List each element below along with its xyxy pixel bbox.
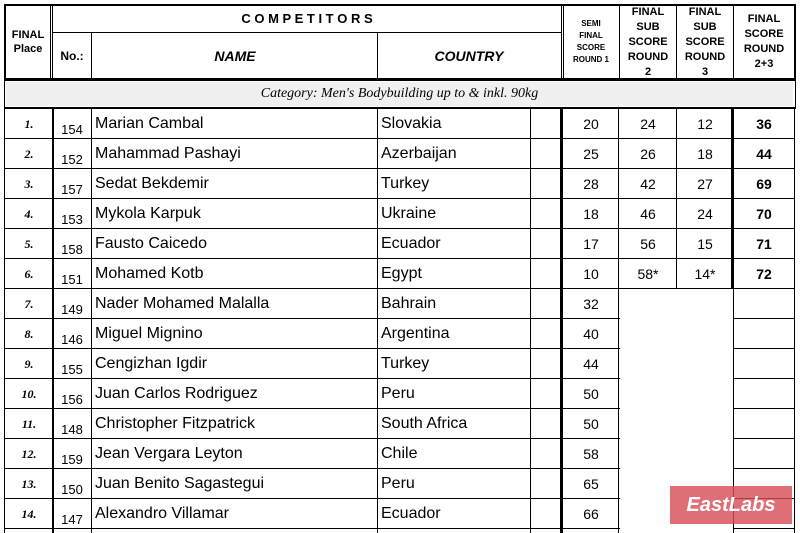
grid-line <box>4 498 560 499</box>
grid-line <box>563 288 620 289</box>
number-header: No.: <box>60 49 84 63</box>
round3-score-cell <box>677 439 733 469</box>
grid-line <box>377 109 378 533</box>
name-cell: Miguel Mignino <box>95 325 203 342</box>
grid-line <box>794 109 795 533</box>
number-cell: 150 <box>61 482 83 497</box>
round2-score-cell <box>620 469 676 499</box>
final-score-cell <box>735 439 793 469</box>
name-cell: Nader Mohamed Malalla <box>95 295 270 312</box>
final-place-header: FINAL Place <box>11 29 45 55</box>
grid-line <box>50 4 51 80</box>
final-score-cell <box>735 319 793 349</box>
country-cell: Turkey <box>381 175 430 192</box>
grid-line <box>563 168 620 169</box>
final-score-cell <box>735 379 793 409</box>
grid-line <box>733 318 795 319</box>
country-cell: Slovakia <box>381 115 442 132</box>
grid-line <box>733 468 795 469</box>
number-cell: 159 <box>61 452 83 467</box>
grid-line <box>619 4 620 80</box>
country-cell: Egypt <box>381 265 422 282</box>
round2-score-cell: 56 <box>640 236 656 252</box>
final-score-cell: 72 <box>756 266 772 282</box>
grid-line <box>91 32 92 80</box>
grid-line <box>4 109 5 533</box>
grid-line <box>560 109 563 533</box>
grid-line <box>4 378 560 379</box>
number-cell: 149 <box>61 302 83 317</box>
number-cell: 158 <box>61 242 83 257</box>
country-cell: Bahrain <box>381 295 437 312</box>
grid-line <box>733 378 795 379</box>
name-cell: Mahammad Pashayi <box>95 145 241 162</box>
round3-score-cell: 12 <box>697 116 713 132</box>
grid-line <box>733 408 795 409</box>
place-cell: 1. <box>24 116 34 131</box>
number-cell: 148 <box>61 422 83 437</box>
round3-score-cell <box>677 379 733 409</box>
grid-line <box>794 4 796 80</box>
number-cell: 154 <box>61 122 83 137</box>
round3-score-cell: 27 <box>697 176 713 192</box>
place-cell: 7. <box>24 296 34 311</box>
watermark-text: EastLabs <box>686 493 776 516</box>
round3-score-cell <box>677 409 733 439</box>
grid-line <box>676 4 677 80</box>
grid-line <box>620 168 733 169</box>
grid-line <box>731 109 734 289</box>
grid-line <box>4 408 560 409</box>
place-cell: 4. <box>24 206 34 221</box>
round2-sub-score-header: FINAL SUB SCORE ROUND 2 <box>627 6 669 78</box>
name-cell: Marian Cambal <box>95 115 204 132</box>
number-cell: 146 <box>61 332 83 347</box>
place-cell: 12. <box>21 446 37 461</box>
round3-score-cell: 15 <box>697 236 713 252</box>
final-score-cell <box>735 409 793 439</box>
final-score-cell <box>735 289 793 319</box>
grid-line <box>4 107 796 109</box>
number-cell: 156 <box>61 392 83 407</box>
grid-line <box>563 378 620 379</box>
round3-score-cell <box>677 349 733 379</box>
grid-line <box>4 4 6 80</box>
grid-line <box>563 438 620 439</box>
semi-final-score-header: SEMI FINAL SCORE ROUND 1 <box>572 19 609 64</box>
country-cell: Peru <box>381 475 415 492</box>
grid-line <box>4 438 560 439</box>
number-cell: 147 <box>61 512 83 527</box>
name-cell: Fausto Caicedo <box>95 235 208 252</box>
round1-score-cell: 65 <box>583 476 599 492</box>
grid-line <box>676 109 677 289</box>
place-cell: 11. <box>21 416 37 431</box>
grid-line <box>733 528 795 529</box>
round2-score-cell <box>620 319 676 349</box>
grid-line <box>91 109 92 533</box>
grid-line <box>563 258 620 259</box>
name-cell: Juan Benito Sagastegui <box>95 475 265 492</box>
grid-line <box>620 138 733 139</box>
grid-line <box>4 468 560 469</box>
final-score-cell: 44 <box>756 146 772 162</box>
name-cell: Jean Vergara Leyton <box>95 445 243 462</box>
grid-line <box>733 4 734 80</box>
round1-score-cell: 25 <box>583 146 599 162</box>
grid-line <box>733 168 795 169</box>
name-cell: Cengizhan Igdir <box>95 355 208 372</box>
round1-score-cell: 66 <box>583 506 599 522</box>
grid-line <box>563 348 620 349</box>
grid-line <box>733 228 795 229</box>
round1-score-cell: 32 <box>583 296 599 312</box>
country-cell: Turkey <box>381 355 430 372</box>
grid-line <box>733 348 795 349</box>
round2-score-cell: 58* <box>637 266 659 282</box>
final-score-cell: 69 <box>756 176 772 192</box>
grid-line <box>563 498 620 499</box>
round2-score-cell <box>620 379 676 409</box>
final-score-header: FINAL SCORE ROUND 2+3 <box>743 13 785 70</box>
number-cell: 152 <box>61 152 83 167</box>
grid-line <box>4 258 560 259</box>
category-banner: Category: Men's Bodybuilding up to & inkl. 90kg <box>6 82 793 106</box>
country-cell: South Africa <box>381 415 468 432</box>
round3-sub-score-header: FINAL SUB SCORE ROUND 3 <box>684 6 726 78</box>
round3-score-cell <box>677 289 733 319</box>
country-cell: Ukraine <box>381 205 437 222</box>
name-cell: Mohamed Kotb <box>95 265 204 282</box>
grid-line <box>4 348 560 349</box>
country-cell: Peru <box>381 385 415 402</box>
country-cell: Azerbaijan <box>381 145 457 162</box>
grid-line <box>4 80 5 108</box>
grid-line <box>733 258 795 259</box>
round1-score-cell: 28 <box>583 176 599 192</box>
grid-line <box>4 168 560 169</box>
grid-line <box>620 258 733 259</box>
grid-line <box>563 468 620 469</box>
round3-score-cell <box>677 319 733 349</box>
place-cell: 6. <box>24 266 34 281</box>
place-cell: 2. <box>24 146 34 161</box>
grid-line <box>4 198 560 199</box>
place-cell: 14. <box>21 506 37 521</box>
grid-line <box>52 32 561 33</box>
round2-score-cell <box>620 409 676 439</box>
round2-score-cell <box>620 439 676 469</box>
competitors-header: C O M P E T I T O R S <box>241 10 373 26</box>
round1-score-cell: 18 <box>583 206 599 222</box>
grid-line <box>563 138 620 139</box>
round3-score-cell: 14* <box>694 266 716 282</box>
grid-line <box>795 80 796 108</box>
round2-score-cell: 24 <box>640 116 656 132</box>
name-cell: Christopher Fitzpatrick <box>95 415 256 432</box>
name-cell: Sedat Bekdemir <box>95 175 209 192</box>
place-cell: 9. <box>24 356 34 371</box>
number-cell: 151 <box>61 272 83 287</box>
grid-line <box>4 228 560 229</box>
grid-line <box>563 198 620 199</box>
grid-line <box>4 318 560 319</box>
place-cell: 3. <box>24 176 34 191</box>
number-cell: 153 <box>61 212 83 227</box>
country-cell: Ecuador <box>381 505 441 522</box>
grid-line <box>4 80 796 81</box>
number-cell: 155 <box>61 362 83 377</box>
round1-score-cell: 58 <box>583 446 599 462</box>
round3-score-cell: 24 <box>697 206 713 222</box>
final-score-cell: 36 <box>756 116 772 132</box>
round2-score-cell: 46 <box>640 206 656 222</box>
final-score-cell: 71 <box>756 236 772 252</box>
grid-line <box>4 4 796 6</box>
final-score-cell: 70 <box>756 206 772 222</box>
watermark-logo <box>670 486 792 524</box>
grid-line <box>620 288 733 289</box>
grid-line <box>563 408 620 409</box>
name-header: NAME <box>214 48 256 64</box>
grid-line <box>4 288 560 289</box>
country-header: COUNTRY <box>434 48 504 64</box>
grid-line <box>377 32 378 80</box>
grid-line <box>4 528 560 529</box>
grid-line <box>530 109 531 533</box>
grid-line <box>620 228 733 229</box>
grid-line <box>563 318 620 319</box>
place-cell: 8. <box>24 326 34 341</box>
grid-line <box>52 4 53 80</box>
grid-line <box>620 198 733 199</box>
round2-score-cell <box>620 289 676 319</box>
round3-score-cell: 18 <box>697 146 713 162</box>
grid-line <box>733 138 795 139</box>
grid-line <box>4 138 560 139</box>
round1-score-cell: 40 <box>583 326 599 342</box>
name-cell: Mykola Karpuk <box>95 205 201 222</box>
round2-score-cell: 42 <box>640 176 656 192</box>
country-cell: Argentina <box>381 325 450 342</box>
round1-score-cell: 50 <box>583 386 599 402</box>
round1-score-cell: 50 <box>583 416 599 432</box>
grid-line <box>52 109 54 533</box>
grid-line <box>733 198 795 199</box>
round2-score-cell: 26 <box>640 146 656 162</box>
grid-line <box>561 4 562 80</box>
place-cell: 5. <box>24 236 34 251</box>
round2-score-cell <box>620 349 676 379</box>
place-cell: 10. <box>21 386 37 401</box>
grid-line <box>563 528 620 529</box>
name-cell: Alexandro Villamar <box>95 505 229 522</box>
number-cell: 157 <box>61 182 83 197</box>
round1-score-cell: 44 <box>583 356 599 372</box>
round2-score-cell <box>620 499 676 529</box>
grid-line <box>733 288 795 289</box>
round1-score-cell: 20 <box>583 116 599 132</box>
grid-line <box>733 438 795 439</box>
country-cell: Chile <box>381 445 418 462</box>
name-cell: Juan Carlos Rodriguez <box>95 385 258 402</box>
round1-score-cell: 10 <box>583 266 599 282</box>
grid-line <box>563 4 564 80</box>
final-score-cell <box>735 349 793 379</box>
grid-line <box>563 228 620 229</box>
round1-score-cell: 17 <box>583 236 599 252</box>
grid-line <box>618 109 619 533</box>
place-cell: 13. <box>21 476 37 491</box>
country-cell: Ecuador <box>381 235 441 252</box>
